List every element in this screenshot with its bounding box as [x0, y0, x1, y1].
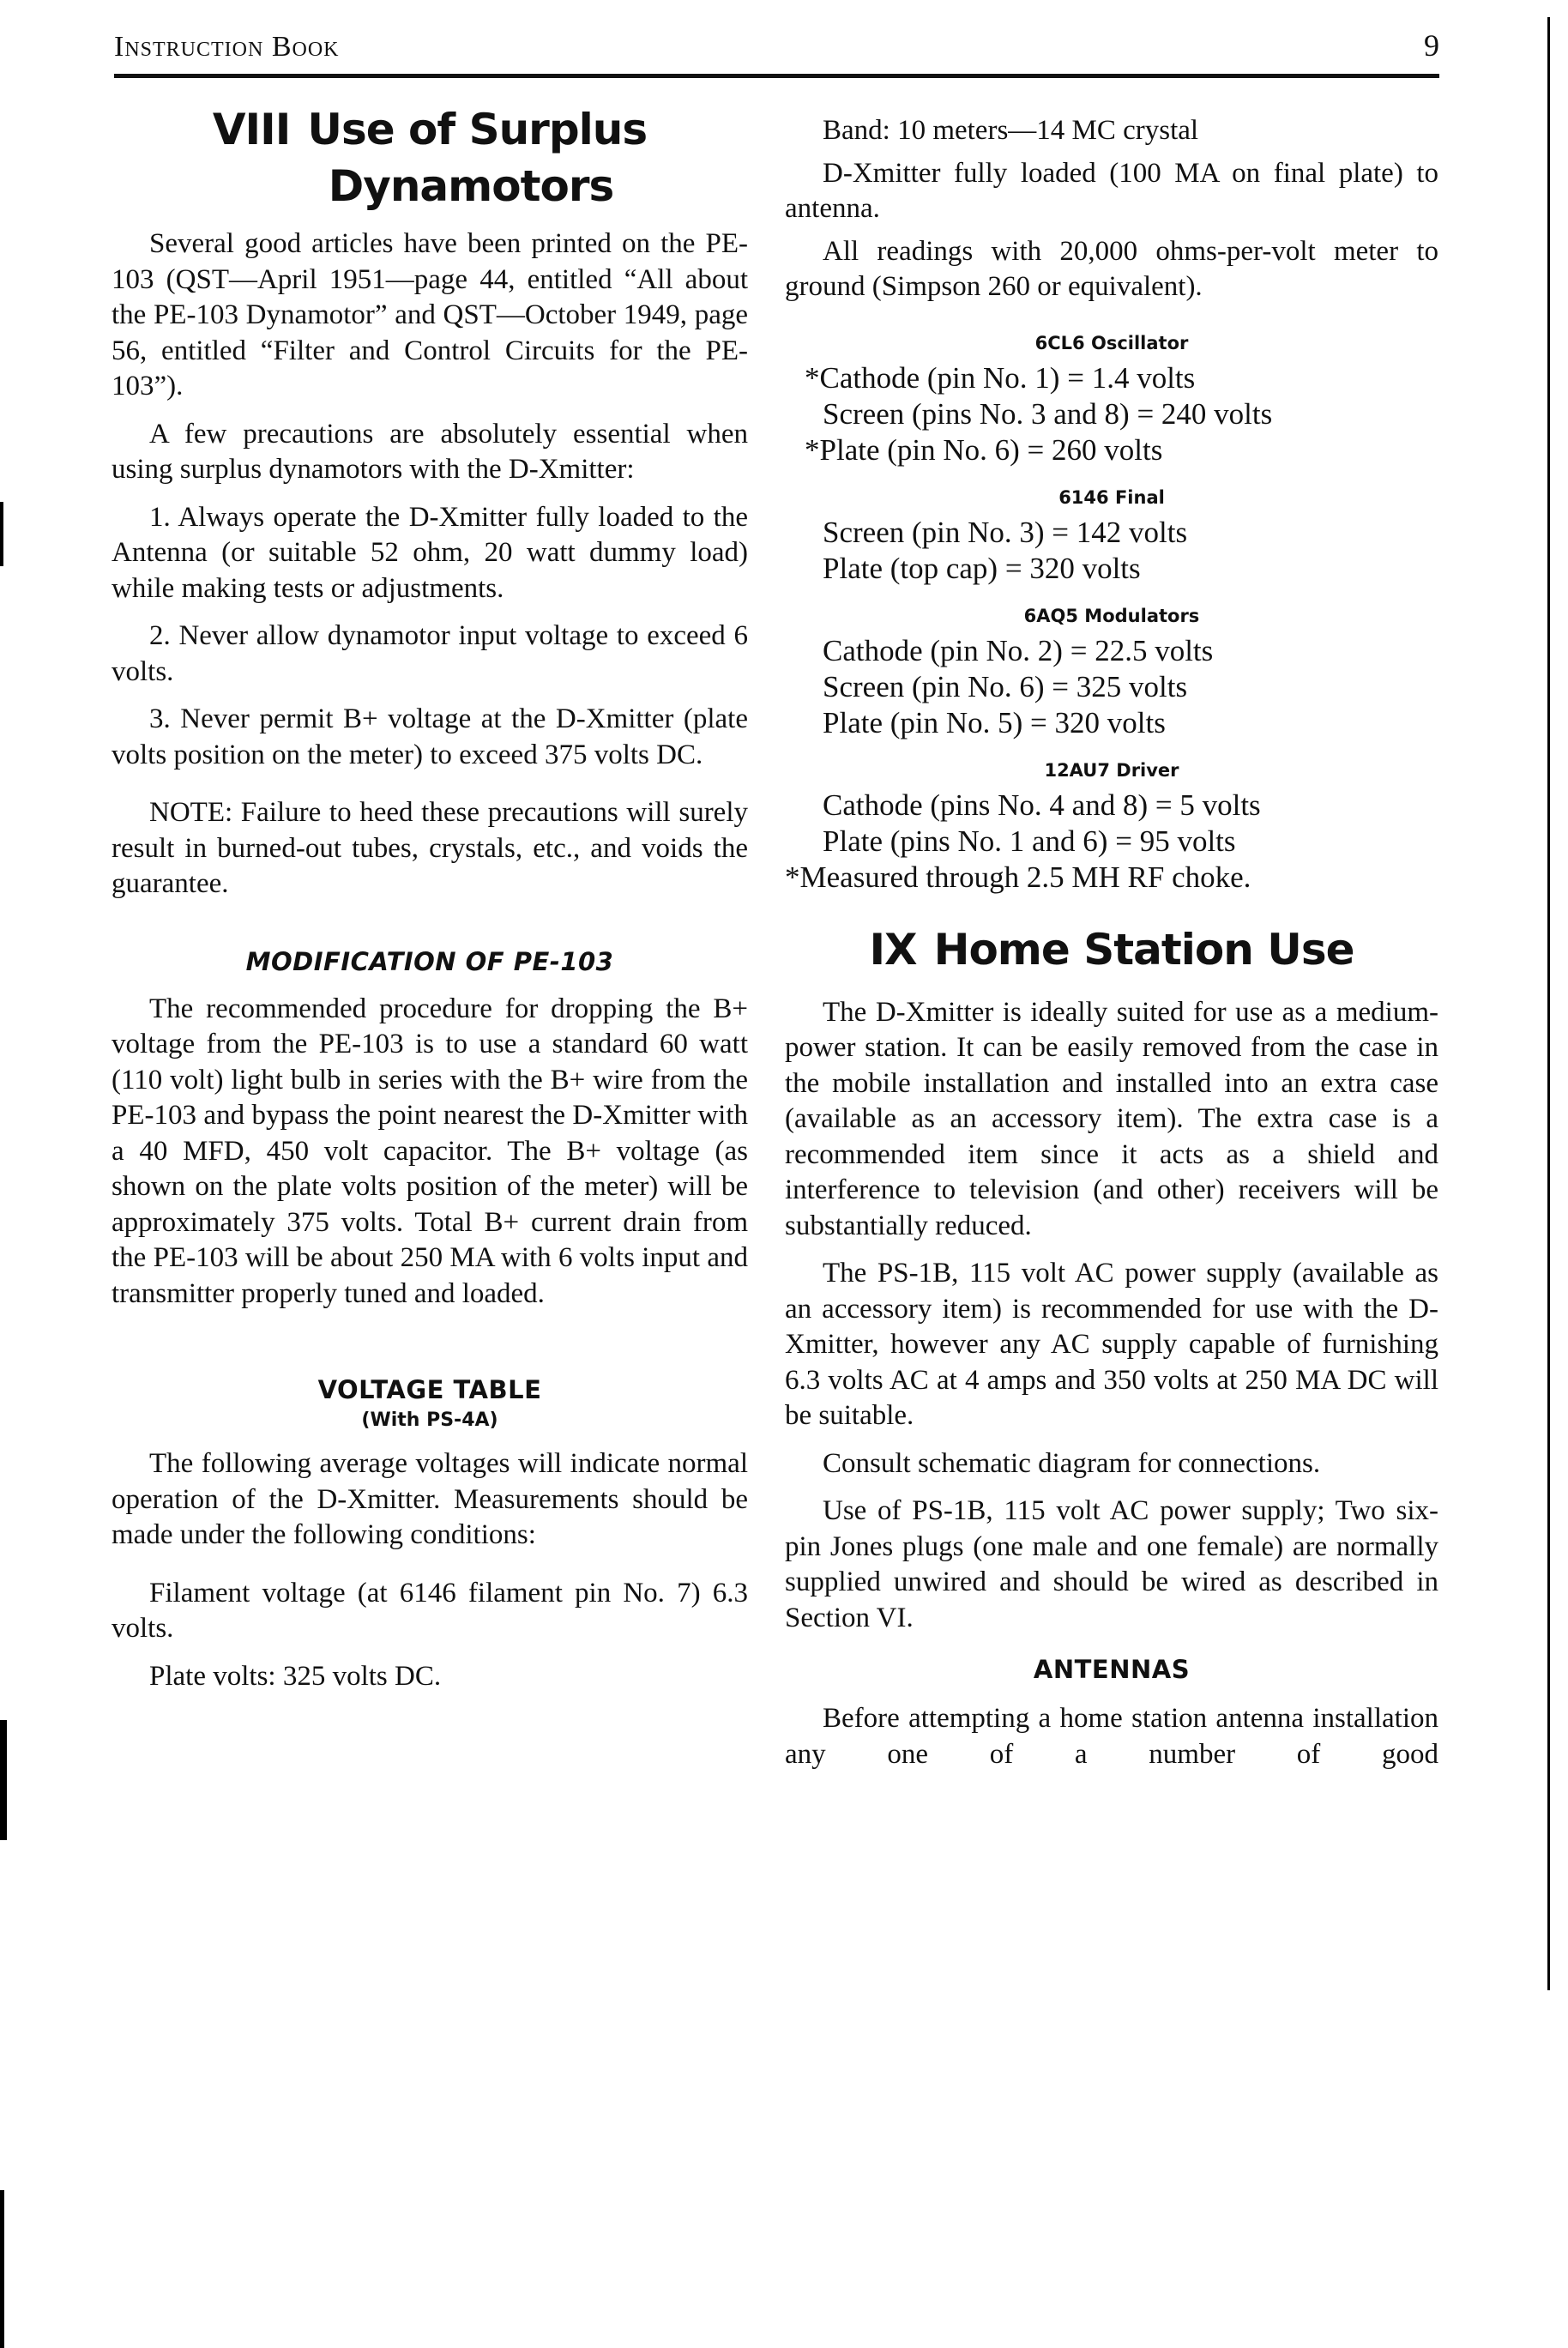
tube-heading: 6AQ5 Modulators — [1023, 605, 1200, 626]
tube-heading: 6146 Final — [1058, 486, 1165, 508]
tube-heading: 6CL6 Oscillator — [1034, 332, 1189, 353]
voltage-reading: Plate (pins No. 1 and 6) = 95 volts — [823, 824, 1236, 858]
precaution-item: 1. Always operate the D-Xmitter fully loaded to the Antenna (or suitable 52 ohm, 20 watt dummy load) while making tests or adjustments. — [112, 501, 748, 604]
voltage-reading: *Plate (pin No. 6) = 260 volts — [805, 432, 1163, 467]
intro-paragraph: A few precautions are absolutely essential when using surplus dynamotors with the D-Xmitter: — [112, 418, 748, 485]
voltage-reading: Screen (pin No. 3) = 142 volts — [823, 515, 1188, 549]
tube-group — [785, 599, 1438, 741]
antennas-body: Before attempting a home station antenna installation any one of a number of good — [785, 1703, 1438, 1770]
tube-group — [785, 326, 1438, 468]
voltage-reading: Plate (top cap) = 320 volts — [823, 551, 1141, 585]
warning-note: NOTE: Failure to heed these precautions will surely result in burned-out tubes, crystals, etc., and voids the guarantee. — [112, 797, 748, 899]
header-rule — [114, 74, 1439, 78]
voltage-table-subheading: (With PS-4A) — [361, 1409, 498, 1431]
scan-edge-mark — [0, 2190, 4, 2348]
precaution-item: 2. Never allow dynamotor input voltage to exceed 6 volts. — [112, 620, 748, 687]
voltage-reading: Cathode (pin No. 2) = 22.5 volts — [823, 633, 1214, 667]
tube-group — [785, 753, 1438, 860]
voltage-reading: Plate (pin No. 5) = 320 volts — [823, 705, 1166, 739]
chapter-viii-title — [112, 101, 748, 214]
intro-paragraph: Several good articles have been printed on the PE-103 (QST—April 1951—page 44, entitled “All about the PE-103 Dynamotor” and QST—October 1949, page 56, entitled “Filter and Control Circuits for the PE-103”). — [112, 228, 748, 401]
running-head — [114, 26, 1439, 69]
home-station-paragraph: Use of PS-1B, 115 volt AC power supply; Two six-pin Jones plugs (one male and one female) are normally supplied unwired and should be wired as described in Section VI. — [785, 1495, 1438, 1633]
voltage-reading: *Cathode (pin No. 1) = 1.4 volts — [805, 360, 1196, 395]
condition-item: Band: 10 meters—14 MC crystal — [823, 115, 1199, 146]
condition-item: Plate volts: 325 volts DC. — [149, 1660, 442, 1692]
voltage-table-intro: The following average voltages will indicate normal operation of the D-Xmitter. Measurements should be made under the following conditions: — [112, 1448, 748, 1550]
condition-item: Filament voltage (at 6146 filament pin No. 7) 6.3 volts. — [112, 1577, 748, 1644]
scan-edge-mark — [1547, 17, 1550, 1990]
scan-edge-mark — [0, 502, 3, 566]
left-column — [112, 101, 748, 1694]
footnote: *Measured through 2.5 MH RF choke. — [785, 860, 1251, 894]
page-number: 9 — [1424, 28, 1439, 63]
precaution-item: 3. Never permit B+ voltage at the D-Xmitter (plate volts position on the meter) to exceed 375 volts DC. — [112, 703, 748, 770]
chapter-title-line1: Use of Surplus — [307, 105, 648, 154]
home-station-paragraph: Consult schematic diagram for connections. — [823, 1447, 1321, 1479]
chapter-number: IX — [869, 924, 917, 975]
book-title: Instruction Book — [114, 31, 340, 63]
tube-heading: 12AU7 Driver — [1044, 759, 1179, 781]
modification-body: The recommended procedure for dropping the B+ voltage from the PE-103 is to use a standard 60 watt (110 volt) light bulb in series with the B+ wire from the PE-103 and bypass the point nearest the D-Xmitter with a 40 MFD, 450 volt capacitor. The B+ voltage (as shown on the plate volts position of the meter) will be approximately 375 volts. Total B+ current drain from the PE-103 will be about 250 MA with 6 volts input and transmitter properly tuned and loaded. — [112, 993, 748, 1309]
chapter-title-text: Home Station Use — [933, 924, 1354, 975]
scan-edge-mark — [0, 1720, 7, 1840]
chapter-number: VIII — [212, 105, 291, 154]
voltage-table-heading: VOLTAGE TABLE — [317, 1375, 542, 1404]
voltage-reading: Screen (pins No. 3 and 8) = 240 volts — [823, 396, 1273, 431]
condition-item: D-Xmitter fully loaded (100 MA on final plate) to antenna. — [785, 157, 1438, 224]
home-station-paragraph: The D-Xmitter is ideally suited for use as a medium-power station. It can be easily removed from the case in the mobile installation and installed into an extra case (available as an accessory item). The extra case is a recommended item since it acts as a shield and interference to television (and other) receivers will be substantially reduced. — [785, 996, 1438, 1241]
antennas-heading: ANTENNAS — [1033, 1655, 1191, 1684]
tube-group — [785, 480, 1438, 587]
chapter-title-line2: Dynamotors — [328, 161, 614, 211]
modification-heading: MODIFICATION OF PE-103 — [245, 946, 614, 976]
condition-item: All readings with 20,000 ohms-per-volt meter to ground (Simpson 260 or equivalent). — [785, 235, 1438, 302]
chapter-ix-title — [785, 921, 1438, 978]
voltage-reading: Screen (pin No. 6) = 325 volts — [823, 669, 1188, 703]
right-column — [785, 113, 1438, 1772]
voltage-reading: Cathode (pins No. 4 and 8) = 5 volts — [823, 788, 1261, 822]
home-station-paragraph: The PS-1B, 115 volt AC power supply (available as an accessory item) is recommended for use with the D-Xmitter, however any AC supply capable of furnishing 6.3 volts AC at 4 amps and 350 volts at 250 MA DC will be suitable. — [785, 1258, 1438, 1431]
